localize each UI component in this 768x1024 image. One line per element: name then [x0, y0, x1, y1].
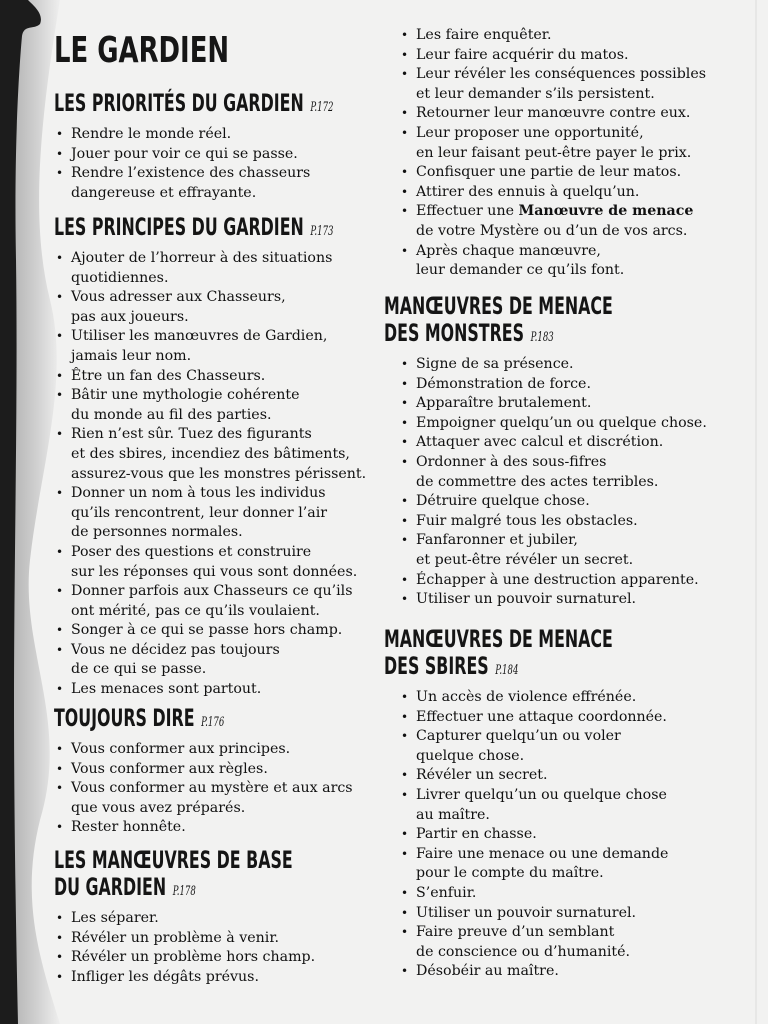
list-item: • Livrer quelqu’un ou quelque chose au maître. [399, 786, 731, 825]
list-item: • Vous conformer aux principes. [54, 740, 353, 760]
list-item: • Faire une menace ou une demande pour le compte du maître. [399, 845, 731, 884]
list-item: • Donner un nom à tous les individus qu’ils rencontrent, leur donner l’air de personnes normales. [54, 484, 478, 543]
list-item: • Donner parfois aux Chasseurs ce qu’ils ont mérité, pas ce qu’ils voulaient. [54, 582, 478, 621]
list-item-menace: • Effectuer une Manœuvre de menace de votre Mystère ou d’un de vos arcs. [399, 202, 739, 241]
list-item: • S’enfuir. [399, 884, 731, 904]
list-item: • Être un fan des Chasseurs. [54, 367, 478, 387]
bold-term: Manœuvre de menace [518, 203, 694, 220]
bullet-list [54, 740, 353, 838]
list-item: • Révéler un secret. [399, 766, 731, 786]
page-ref: P.176 [201, 715, 225, 730]
list-item: • Échapper à une destruction apparente. [399, 571, 731, 591]
list-item: • Songer à ce qui se passe hors champ. [54, 621, 478, 641]
list-item: • Utiliser un pouvoir surnaturel. [399, 590, 731, 610]
page-ref: P.184 [495, 663, 519, 678]
list-item: • Infliger les dégâts prévus. [54, 968, 416, 988]
list-item: • Attaquer avec calcul et discrétion. [399, 433, 731, 453]
list-item: • Les menaces sont partout. [54, 680, 478, 700]
page-ref: P.173 [310, 224, 334, 239]
section-heading: MANŒUVRES DE MENACE DES SBIRES P.184 [384, 625, 613, 680]
list-item: • Rester honnête. [54, 818, 353, 838]
list-item: • Leur proposer une opportunité, en leur faisant peut-être payer le prix. [399, 124, 739, 163]
list-item: • Vous ne décidez pas toujours de ce qui se passe. [54, 641, 478, 680]
list-item: • Ordonner à des sous-fifres de commettre des actes terribles. [399, 453, 731, 492]
list-item: • Les séparer. [54, 909, 416, 929]
list-item: • Rendre l’existence des chasseurs dangereuse et effrayante. [54, 164, 477, 203]
section-heading: MANŒUVRES DE MENACE DES MONSTRES P.183 [384, 292, 613, 347]
list-item: • Empoigner quelqu’un ou quelque chose. [399, 414, 731, 434]
section-menace-sbires [384, 626, 731, 982]
section-heading: LES PRIORITÉS DU GARDIEN P.172 [54, 89, 334, 117]
bullet-list [399, 355, 731, 610]
list-item: • Bâtir une mythologie cohérente du monde au fil des parties. [54, 386, 478, 425]
bullet-list [399, 688, 731, 982]
section-manoeuvres-base [54, 847, 416, 987]
list-item: • Révéler un problème hors champ. [54, 948, 416, 968]
page-title: LE GARDIEN [54, 30, 230, 71]
list-item: • Démonstration de force. [399, 375, 731, 395]
list-item: • Effectuer une attaque coordonnée. [399, 708, 731, 728]
list-item: • Ajouter de l’horreur à des situations quotidiennes. [54, 249, 478, 288]
list-item: • Faire preuve d’un semblant de conscience ou d’humanité. [399, 923, 731, 962]
list-item: • Vous adresser aux Chasseurs, pas aux joueurs. [54, 288, 478, 327]
list-item: • Fanfaronner et jubiler, et peut-être révéler un secret. [399, 531, 731, 570]
list-item: • Retourner leur manœuvre contre eux. [399, 104, 739, 124]
bullet-list [54, 909, 416, 987]
list-item: • Désobéir au maître. [399, 962, 731, 982]
list-item: • Après chaque manœuvre, leur demander ce qu’ils font. [399, 242, 739, 281]
list-item: • Utiliser les manœuvres de Gardien, jamais leur nom. [54, 327, 478, 366]
list-item: • Signe de sa présence. [399, 355, 731, 375]
section-heading: LES PRINCIPES DU GARDIEN P.173 [54, 213, 334, 241]
list-item: • Leur révéler les conséquences possibles et leur demander s’ils persistent. [399, 65, 739, 104]
section-heading: TOUJOURS DIRE P.176 [54, 704, 225, 732]
page-ref: P.183 [530, 330, 554, 345]
list-item: • Utiliser un pouvoir surnaturel. [399, 904, 731, 924]
list-item: • Fuir malgré tous les obstacles. [399, 512, 731, 532]
list-item: • Poser des questions et construire sur les réponses qui vous sont données. [54, 543, 478, 582]
list-item: • Révéler un problème à venir. [54, 929, 416, 949]
list-item: • Les faire enquêter. [399, 26, 739, 46]
page-ref: P.178 [172, 884, 196, 899]
list-item: • Jouer pour voir ce qui se passe. [54, 145, 477, 165]
list-item: • Capturer quelqu’un ou voler quelque chose. [399, 727, 731, 766]
list-item: • Leur faire acquérir du matos. [399, 46, 739, 66]
list-item: • Rendre le monde réel. [54, 125, 477, 145]
page-ref: P.172 [310, 100, 334, 115]
list-item: • Partir en chasse. [399, 825, 731, 845]
section-menace-monstres [384, 293, 731, 610]
bullet-list-base-continued [399, 26, 739, 281]
list-item: • Apparaître brutalement. [399, 394, 731, 414]
list-item: • Un accès de violence effrénée. [399, 688, 731, 708]
list-item: • Attirer des ennuis à quelqu’un. [399, 183, 739, 203]
list-item: • Confisquer une partie de leur matos. [399, 163, 739, 183]
list-item: • Détruire quelque chose. [399, 492, 731, 512]
list-item: • Vous conformer au mystère et aux arcs que vous avez préparés. [54, 779, 353, 818]
list-item: • Rien n’est sûr. Tuez des figurants et des sbires, incendiez des bâtiments, assurez-vous que les monstres périssent. [54, 425, 478, 484]
section-heading: LES MANŒUVRES DE BASE DU GARDIEN P.178 [54, 846, 293, 901]
list-item: • Vous conformer aux règles. [54, 760, 353, 780]
section-toujours-dire [54, 705, 353, 838]
